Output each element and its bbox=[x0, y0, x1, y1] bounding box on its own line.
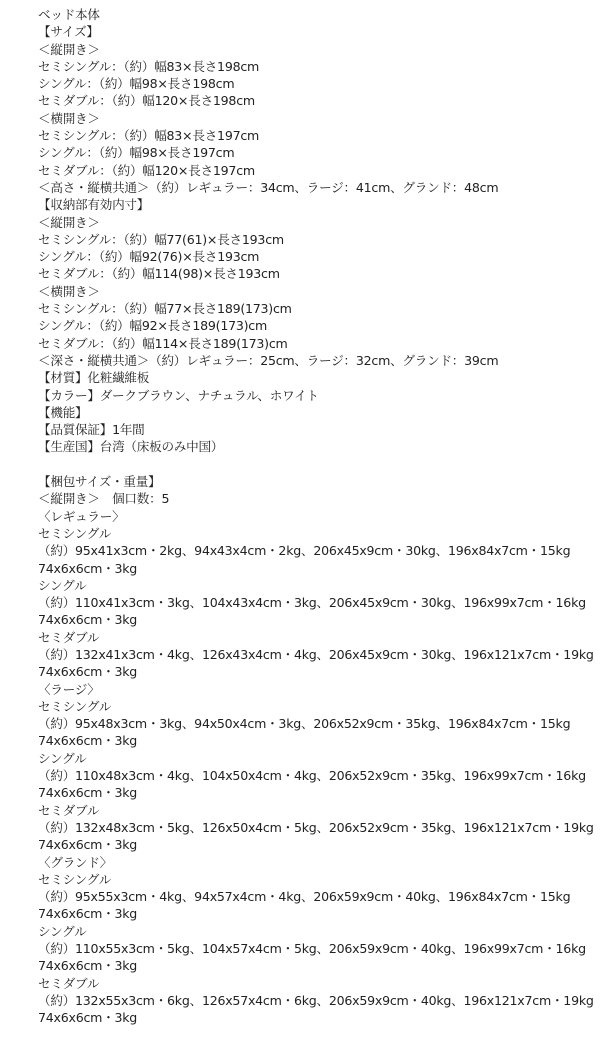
spec-line: シングル：（約）幅92(76)×長さ193cm bbox=[38, 249, 260, 265]
spec-line: セミダブル：（約）幅114×長さ189(173)cm bbox=[38, 335, 288, 351]
subheading-regular: 〈レギュラー〉 bbox=[38, 508, 125, 524]
spec-line: セミシングル：（約）幅77×長さ189(173)cm bbox=[38, 301, 292, 317]
spec-line-depth: ＜深さ・縦横共通＞（約）レギュラー：25cm、ラージ：32cm、グランド：39cm bbox=[38, 352, 499, 368]
package-line: （約）110x55x3cm・5kg、104x57x4cm・5kg、206x59x9cm・40kg、196x99x7cm・16kg bbox=[38, 941, 586, 957]
spec-line: シングル：（約）幅92×長さ189(173)cm bbox=[38, 318, 267, 334]
size-label: セミシングル bbox=[38, 698, 112, 714]
size-label: セミダブル bbox=[38, 629, 100, 645]
section-heading-package: 【梱包サイズ・重量】 bbox=[38, 474, 161, 490]
subheading-vertical-open: ＜縦開き＞ bbox=[38, 214, 100, 230]
spec-line: セミダブル：（約）幅114(98)×長さ193cm bbox=[38, 266, 280, 282]
package-line: （約）132x55x3cm・6kg、126x57x4cm・6kg、206x59x9cm・40kg、196x121x7cm・19kg bbox=[38, 992, 594, 1008]
package-line: （約）95x55x3cm・4kg、94x57x4cm・4kg、206x59x9cm・40kg、196x84x7cm・15kg bbox=[38, 889, 571, 905]
package-count-line: ＜縦開き＞ 個口数：5 bbox=[38, 491, 170, 507]
function-line: 【機能】 bbox=[38, 404, 88, 420]
material-line: 【材質】化粧繊維板 bbox=[38, 370, 150, 386]
subheading-vertical-open: ＜縦開き＞ bbox=[38, 41, 100, 57]
spec-line: セミダブル：（約）幅120×長さ197cm bbox=[38, 162, 255, 178]
package-line: （約）132x48x3cm・5kg、126x50x4cm・5kg、206x52x9cm・35kg、196x121x7cm・19kg bbox=[38, 819, 594, 835]
spec-line: セミシングル：（約）幅83×長さ197cm bbox=[38, 128, 260, 144]
subheading-horizontal-open: ＜横開き＞ bbox=[38, 110, 100, 126]
package-line: 74x6x6cm・3kg bbox=[38, 785, 138, 801]
subheading-horizontal-open: ＜横開き＞ bbox=[38, 283, 100, 299]
package-line: 74x6x6cm・3kg bbox=[38, 906, 138, 922]
size-label: シングル bbox=[38, 577, 87, 593]
size-label: セミダブル bbox=[38, 802, 100, 818]
size-label: セミダブル bbox=[38, 975, 100, 991]
package-line: （約）95x48x3cm・3kg、94x50x4cm・3kg、206x52x9cm・35kg、196x84x7cm・15kg bbox=[38, 716, 571, 732]
package-line: （約）132x41x3cm・4kg、126x43x4cm・4kg、206x45x9cm・30kg、196x121x7cm・19kg bbox=[38, 646, 594, 662]
warranty-line: 【品質保証】1年間 bbox=[38, 422, 145, 438]
size-label: セミシングル bbox=[38, 525, 112, 541]
package-line: （約）95x41x3cm・2kg、94x43x4cm・2kg、206x45x9cm・30kg、196x84x7cm・15kg bbox=[38, 543, 571, 559]
size-label: シングル bbox=[38, 750, 87, 766]
size-label: シングル bbox=[38, 923, 87, 939]
size-label: セミシングル bbox=[38, 871, 112, 887]
package-line: 74x6x6cm・3kg bbox=[38, 664, 138, 680]
section-heading-storage: 【収納部有効内寸】 bbox=[38, 197, 150, 213]
package-line: 74x6x6cm・3kg bbox=[38, 733, 138, 749]
spec-line: セミシングル：（約）幅83×長さ198cm bbox=[38, 58, 260, 74]
color-line: 【カラー】ダークブラウン、ナチュラル、ホワイト bbox=[38, 387, 319, 403]
spec-line: セミダブル：（約）幅120×長さ198cm bbox=[38, 93, 255, 109]
spec-document bbox=[38, 6, 594, 1027]
package-line: 74x6x6cm・3kg bbox=[38, 612, 138, 628]
subheading-large: 〈ラージ〉 bbox=[38, 681, 100, 697]
package-line: 74x6x6cm・3kg bbox=[38, 1010, 138, 1026]
doc-heading: ベッド本体 bbox=[38, 7, 100, 22]
origin-line: 【生産国】台湾（床板のみ中国） bbox=[38, 439, 224, 455]
spec-line: シングル：（約）幅98×長さ197cm bbox=[38, 145, 235, 161]
package-line: 74x6x6cm・3kg bbox=[38, 560, 138, 576]
spec-line: シングル：（約）幅98×長さ198cm bbox=[38, 76, 235, 92]
package-line: 74x6x6cm・3kg bbox=[38, 958, 138, 974]
section-heading-size: 【サイズ】 bbox=[38, 24, 99, 40]
package-line: （約）110x41x3cm・3kg、104x43x4cm・3kg、206x45x9cm・30kg、196x99x7cm・16kg bbox=[38, 595, 586, 611]
subheading-grand: 〈グランド〉 bbox=[38, 854, 113, 870]
package-line: （約）110x48x3cm・4kg、104x50x4cm・4kg、206x52x9cm・35kg、196x99x7cm・16kg bbox=[38, 768, 586, 784]
spec-line-height: ＜高さ・縦横共通＞（約）レギュラー：34cm、ラージ：41cm、グランド：48cm bbox=[38, 179, 499, 195]
package-line: 74x6x6cm・3kg bbox=[38, 837, 138, 853]
spec-line: セミシングル：（約）幅77(61)×長さ193cm bbox=[38, 231, 284, 247]
blank-line bbox=[38, 456, 594, 473]
